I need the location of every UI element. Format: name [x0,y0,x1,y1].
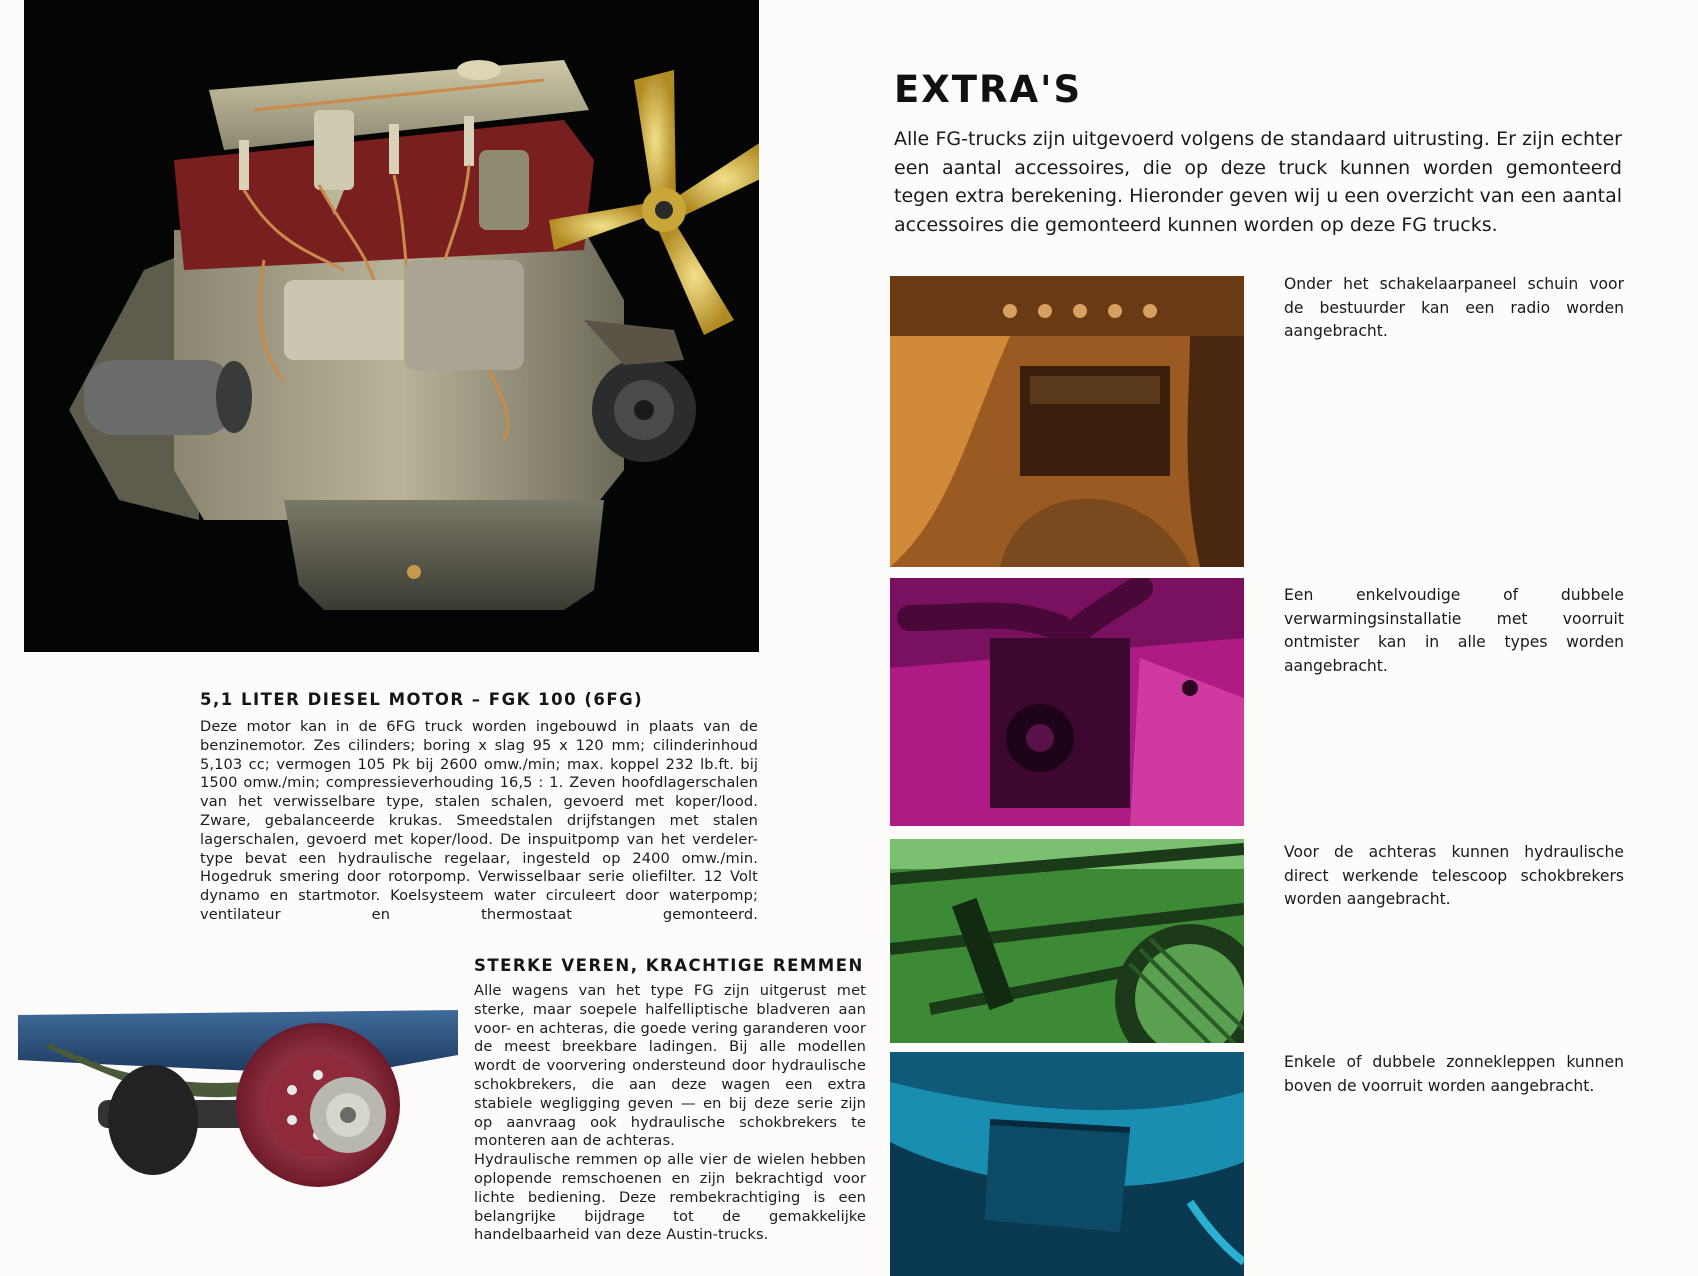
engine-description [200,718,758,925]
shock-absorber-photo [890,839,1244,1043]
diesel-engine-photo [24,0,759,652]
radio-photo [890,276,1244,567]
radio-caption: Onder het schakelaarpaneel schuin voor de bestuurder kan een radio worden aangebracht. [1284,275,1624,340]
extras-title: EXTRA'S [894,68,1083,111]
suspension-heading: STERKE VEREN, KRACHTIGE REMMEN [474,956,864,975]
engine-description-text: Deze motor kan in de 6FG truck worden ingebouwd in plaats van de benzinemotor. Zes cilinders; boring x slag 95 x 120 mm; cilinderinhoud 5,103 cc; vermogen 105 Pk bij 2600 omw./min; max. koppel 232 lb.ft. bij 1500 omw./min; compressieverhouding 16,5 : 1. Zeven hoofdlagerschalen van het verwisselbare type, stalen schalen, gevoerd met koper/lood. Zware, gebalanceerde krukas. Smeedstalen drijfstangen met stalen lagerschalen, gevoerd met koper/lood. De inspuitpomp van het verdeler-type bevat een hydraulische regelaar, ingesteld op 2400 omw./min. Hogedruk smering door rotorpomp. Verwisselbaar serie oliefilter. 12 Volt dynamo en startmotor. Koelsysteem water circuleert door waterpomp; ventilateur en thermostaat gemonteerd. [200,718,758,923]
extras-intro: Alle FG-trucks zijn uitgevoerd volgens de standaard uitrusting. Er zijn echter een aantal accessoires, die op deze truck kunnen worden gemonteerd tegen extra berekening. Hieronder geven wij u een overzicht van een aantal accessoires die gemonteerd kunnen worden op deze FG trucks. [894,128,1622,236]
sun-visor-caption: Enkele of dubbele zonnekleppen kunnen boven de voorruit worden aangebracht. [1284,1053,1624,1095]
leaf-spring-brake-photo [18,985,458,1235]
suspension-text-1: Alle wagens van het type FG zijn uitgerust met sterke, maar soepele halfelliptische bladveren aan voor- en achteras, die goede vering garanderen voor de meest breekbare ladingen. Bij alle modellen wordt de voorvering ondersteund door hydraulische schokbrekers, die aan deze wagen een extra stabiele wegligging geven — en bij deze serie zijn op aanvraag ook hydraulische schokbrekers te monteren aan de achteras. [474,982,866,1150]
sun-visor-photo [890,1052,1244,1276]
heater-caption: Een enkelvoudige of dubbele verwarmingsinstallatie met voorruit ontmister kan in alle types worden aangebracht. [1284,586,1624,675]
suspension-text-2: Hydraulische remmen op alle vier de wielen hebben oplopende remschoenen en zijn bekrachtigd voor lichte bediening. Deze rembekrachtiging is een belangrijke bijdrage tot de gemakkelijke handelbaarheid van deze Austin-trucks. [474,1151,866,1244]
heater-photo [890,578,1244,826]
suspension-description [474,982,866,1245]
shock-absorber-caption: Voor de achteras kunnen hydraulische direct werkende telescoop schokbrekers worden aangebracht. [1284,843,1624,908]
engine-heading: 5,1 LITER DIESEL MOTOR – FGK 100 (6FG) [200,690,644,709]
